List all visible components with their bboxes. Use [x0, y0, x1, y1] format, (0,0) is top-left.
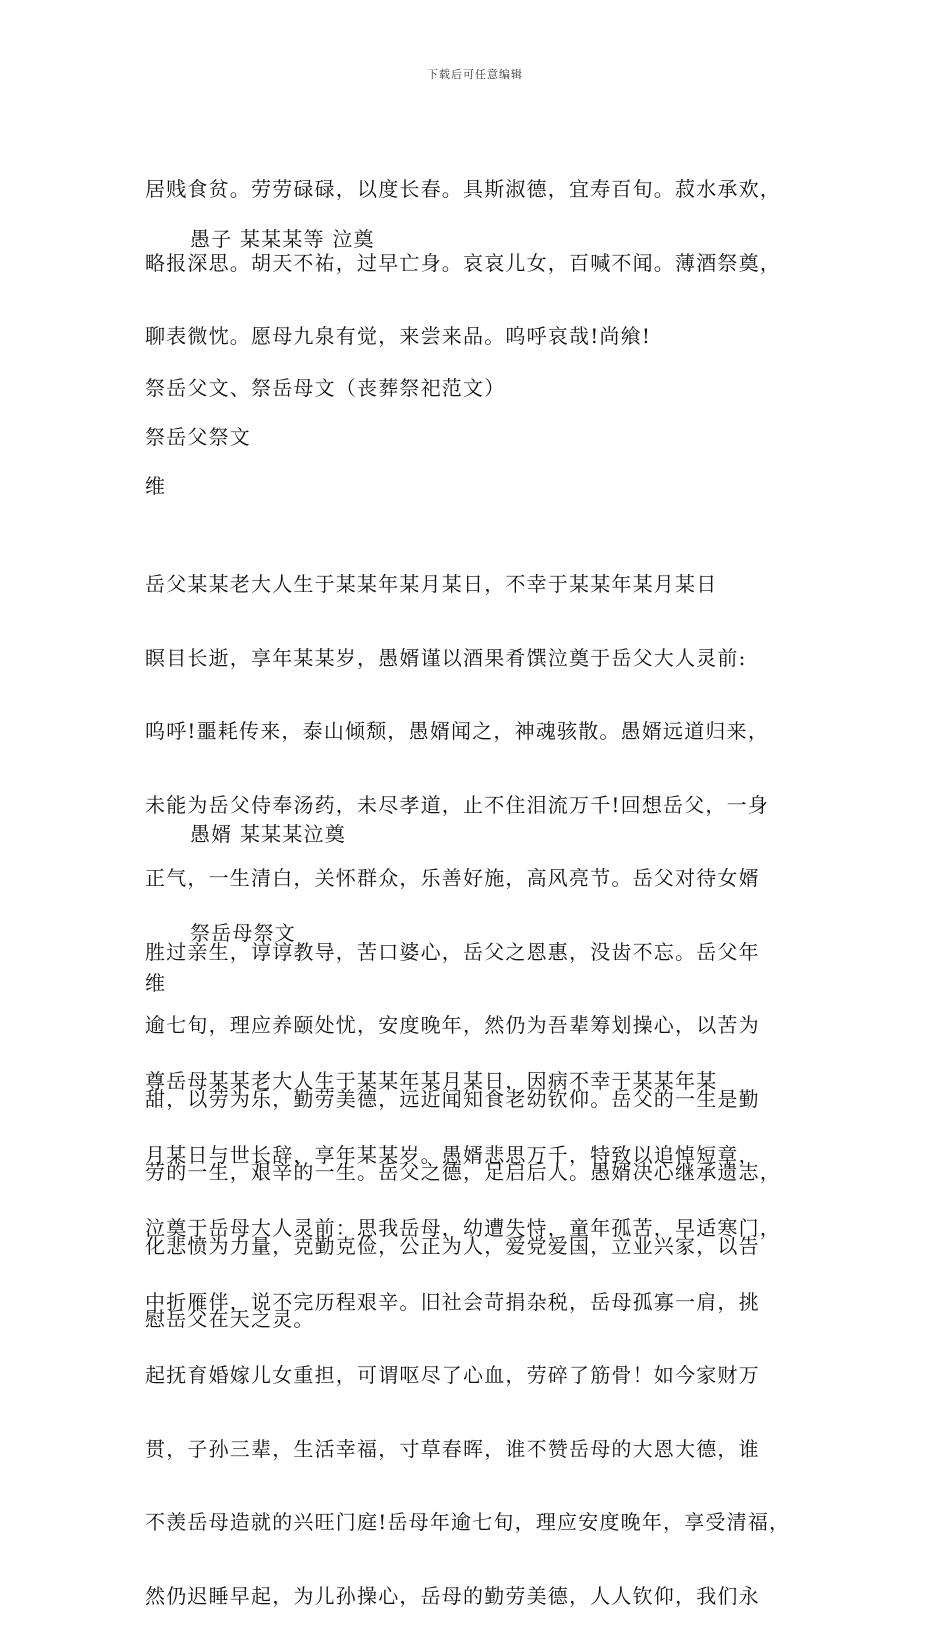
father-eulogy-title: 祭岳父祭文	[145, 425, 251, 449]
page-header-note: 下载后可任意编辑	[427, 68, 523, 81]
prior-eulogy-signature: 愚子 某某某等 泣奠	[190, 227, 375, 251]
text-line: 慰岳父在天之灵。	[145, 1307, 315, 1331]
text-line: 尊岳母某某老大人生于某某年某月某日，因病不幸于某某年某	[145, 1069, 718, 1093]
text-line: 甜，以劳为乐，勤劳美德，远近闻知食老幼钦仰。岳父的一生是勤	[145, 1086, 760, 1111]
text-line: 劳的一生，艰辛的一生。岳父之德，足启后人。愚婿决心继承遗志，	[145, 1160, 781, 1184]
text-line: 居贱食贫。劳劳碌碌，以度长春。具斯淑德，宜寿百旬。菽水承欢，	[145, 177, 781, 201]
text-line: 聊表微忱。愿母九泉有觉，来尝来品。呜呼哀哉!尚飨!	[145, 324, 652, 348]
text-line: 胜过亲生，谆谆教导，苦口婆心，岳父之恩惠，没齿不忘。岳父年	[145, 939, 760, 964]
mother-eulogy-body	[145, 1020, 825, 1633]
mother-eulogy-title: 祭岳母祭文	[190, 921, 296, 945]
father-eulogy-opening: 维	[145, 474, 167, 498]
text-line: 瞑目长逝，享年某某岁，愚婿谨以酒果肴馔泣奠于岳父大人灵前:	[145, 645, 747, 670]
text-line: 贯，子孙三辈，生活幸福，寸草春晖，谁不赞岳母的大恩大德，谁	[145, 1436, 760, 1461]
text-line: 正气，一生清白，关怀群众，乐善好施，高风亮节。岳父对待女婿	[145, 866, 760, 890]
text-line: 呜呼!噩耗传来，泰山倾颓，愚婿闻之，神魂骇散。愚婿远道归来，	[145, 719, 770, 743]
mother-eulogy-opening: 维	[145, 971, 167, 995]
text-line: 略报深思。胡天不祐，过早亡身。哀哀儿女，百喊不闻。薄酒祭奠，	[145, 250, 781, 275]
father-eulogy-signature: 愚婿 某某某泣奠	[190, 822, 346, 846]
text-line: 化悲愤为力量，克勤克俭，公正为人，爱党爱国，立业兴家，以告	[145, 1233, 760, 1258]
text-line: 中折雁伴，说不完历程艰辛。旧社会苛捐杂税，岳母孤寡一肩，挑	[145, 1289, 760, 1314]
text-line: 岳父某某老大人生于某某年某月某日，不幸于某某年某月某日	[145, 572, 718, 596]
text-line: 月某日与世长辞，享年某某岁。愚婿悲思万千，特致以追悼短章，	[145, 1142, 760, 1167]
text-line: 泣奠于岳母大人灵前：思我岳母，幼遭失恃，童年孤苦，早适寒门，	[145, 1216, 781, 1240]
text-line: 然仍迟睡早起，为儿孙操心，岳母的勤劳美德，人人钦仰，我们永	[145, 1583, 760, 1608]
text-line: 未能为岳父侍奉汤药，未尽孝道，止不住泪流万千!回想岳父，一身	[145, 792, 770, 817]
text-line: 起抚育婚嫁儿女重担，可谓呕尽了心血，劳碎了筋骨！如今家财万	[145, 1363, 760, 1387]
text-line: 不羡岳母造就的兴旺门庭!岳母年逾七旬，理应安度晚年，享受清福，	[145, 1510, 791, 1534]
text-line: 逾七旬，理应养颐处忧，安度晚年，然仍为吾辈筹划操心，以苦为	[145, 1013, 760, 1037]
document-title: 祭岳父文、祭岳母文（丧葬祭祀范文）	[145, 376, 506, 400]
